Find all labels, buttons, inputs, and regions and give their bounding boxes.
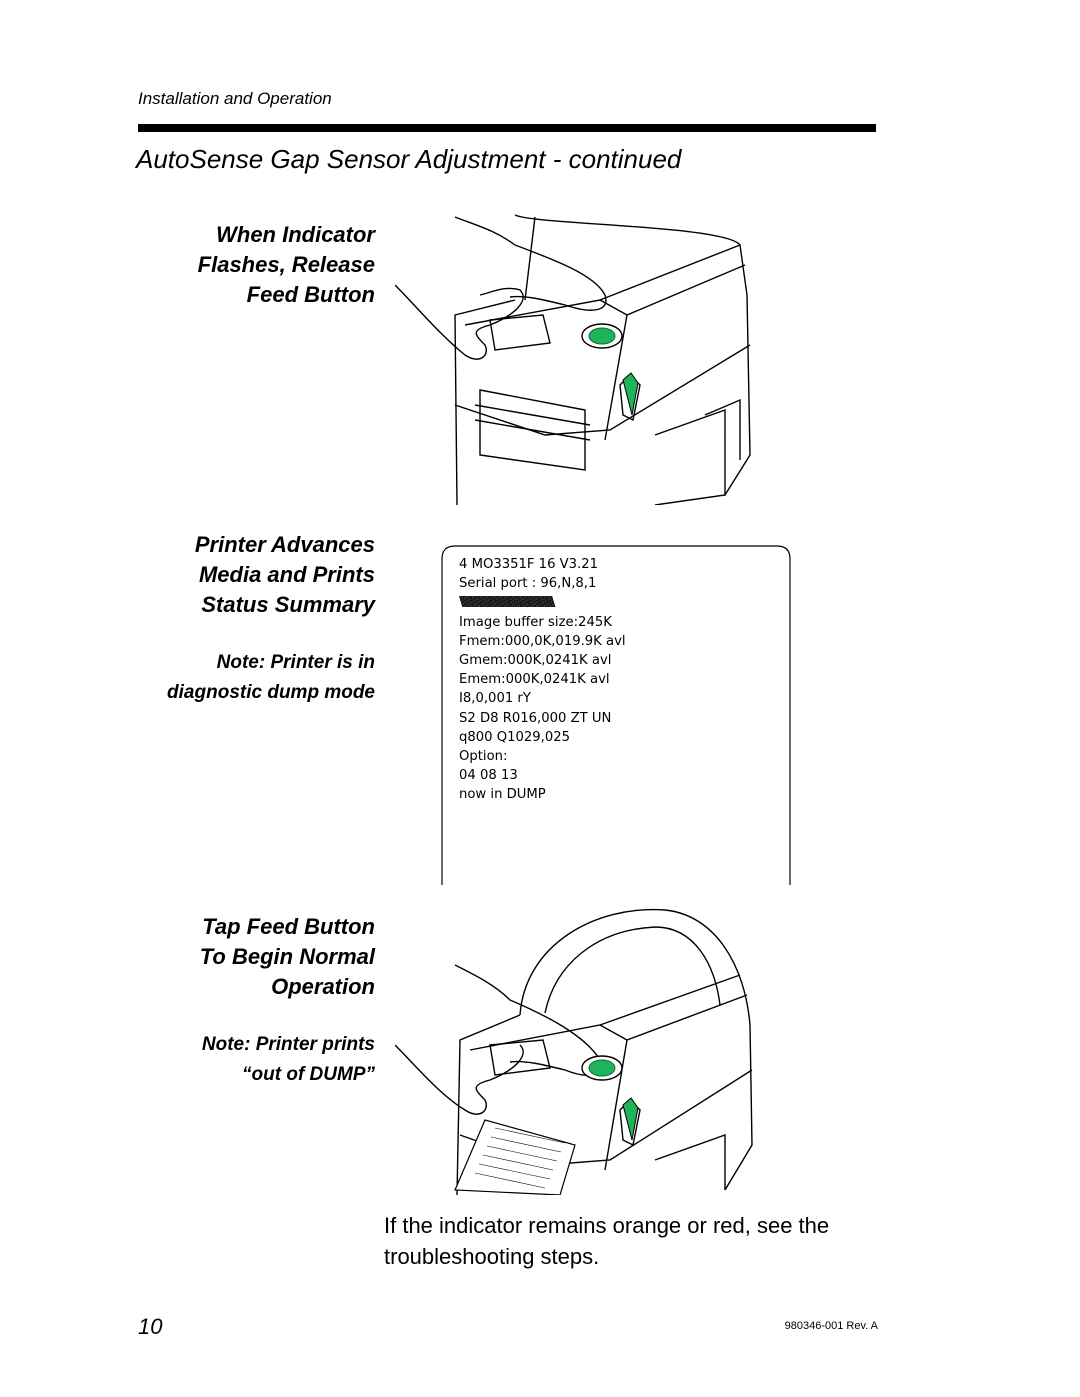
printer-tap-illustration xyxy=(395,905,765,1195)
printout-line: Serial port : 96,N,8,1 xyxy=(459,576,597,592)
header-rule xyxy=(138,124,876,132)
printout-line: Image buffer size:245K xyxy=(459,614,612,630)
step1-heading-line: When Indicator xyxy=(216,222,375,247)
status-summary-printout xyxy=(441,545,791,885)
printout-line: Emem:000K,0241K avl xyxy=(459,672,610,688)
printout-line: S2 D8 R016,000 ZT UN xyxy=(459,710,612,726)
indicator-led-icon xyxy=(589,328,615,344)
printout-line: I8,0,001 rY xyxy=(459,691,531,707)
step3-heading-line: Operation xyxy=(271,974,375,999)
step3-note xyxy=(202,1030,375,1090)
printout-line: q800 Q1029,025 xyxy=(459,729,571,745)
indicator-led-icon xyxy=(589,1060,615,1076)
printout-line: Option: xyxy=(459,749,508,765)
step2-heading-line: Printer Advances xyxy=(194,532,375,557)
printout-line: 4 MO3351F 16 V3.21 xyxy=(459,557,599,572)
step3-heading-line: To Begin Normal xyxy=(199,944,375,969)
step3-heading-line: Tap Feed Button xyxy=(202,914,375,939)
closing-paragraph: If the indicator remains orange or red, see the troubleshooting steps. xyxy=(384,1213,830,1269)
printout-hatch-line: \\\\\\\\\\\\\\\\\\\\\\\\\\\\\\\\\\\\\\\\\\\\\\\\\\\\\\\\\\\\\\\\\\\\\\\\\\\\\\\ xyxy=(459,595,553,611)
section-title: AutoSense Gap Sensor Adjustment - continued xyxy=(136,144,682,174)
step3-note-line: Note: Printer prints xyxy=(201,1034,375,1055)
page-number: 10 xyxy=(138,1314,163,1339)
step1-heading-line: Feed Button xyxy=(246,282,375,307)
step3-heading xyxy=(200,912,375,1002)
printout-line: now in DUMP xyxy=(459,787,546,803)
printout-line: Fmem:000,0K,019.9K avl xyxy=(459,633,626,649)
printout-line: Gmem:000K,0241K avl xyxy=(459,653,612,669)
step3-note-line: “out of DUMP” xyxy=(242,1064,375,1085)
step1-heading-line: Flashes, Release xyxy=(197,252,375,277)
step2-note-line: diagnostic dump mode xyxy=(167,682,375,703)
printed-label-icon xyxy=(455,1120,575,1195)
document-number: 980346-001 Rev. A xyxy=(784,1320,878,1332)
printer-press-illustration xyxy=(395,205,785,505)
running-head: Installation and Operation xyxy=(138,89,332,108)
step1-heading xyxy=(198,220,375,310)
printout-line: 04 08 13 xyxy=(459,768,518,784)
step2-note xyxy=(167,648,375,708)
step2-heading xyxy=(195,530,375,620)
step2-note-line: Note: Printer is in xyxy=(216,652,375,673)
step2-heading-line: Status Summary xyxy=(201,592,375,617)
step2-heading-line: Media and Prints xyxy=(198,562,375,587)
